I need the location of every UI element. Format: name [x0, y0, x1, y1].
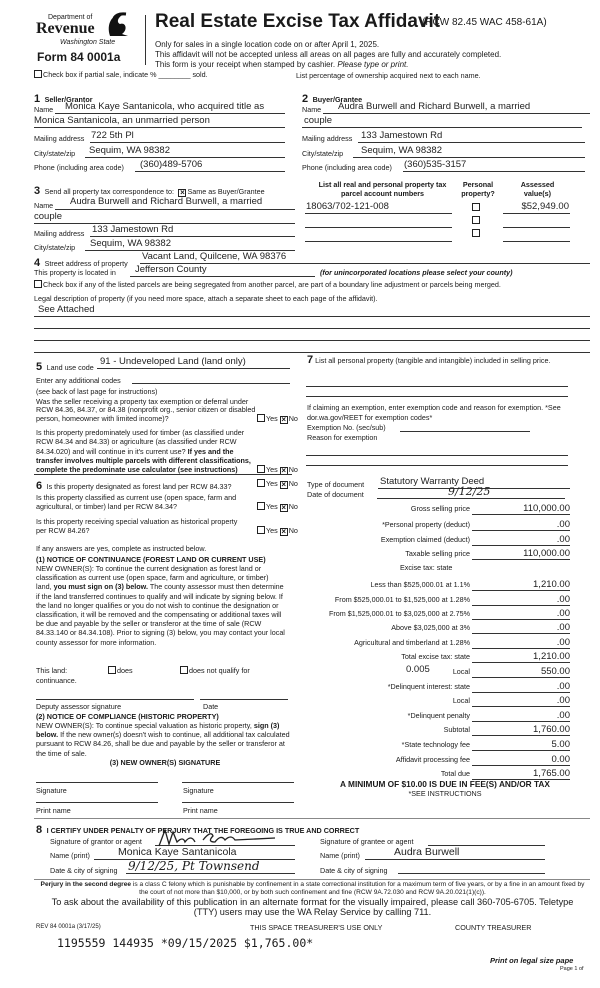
header-divider: [145, 15, 146, 65]
document-date-label: Date of document: [307, 490, 364, 499]
forest-question: 6 Is this property designated as forest land per RCW 84.33?: [36, 480, 232, 492]
agency-logo-text: Revenue: [36, 20, 95, 37]
land-use-label: 5 Land use code: [36, 361, 94, 373]
buyer-city-label: City/state/zip: [302, 149, 344, 158]
exemption-instructions: If claiming an exemption, enter exemption code and reason for exemption. *See dor.wa.gov/REET for exemption codes*: [307, 403, 561, 422]
buyer-address-label: Mailing address: [302, 134, 353, 143]
county-select[interactable]: Jefferson County: [135, 264, 207, 275]
page-number: Page 1 of: [560, 966, 584, 972]
state-label: Washington State: [60, 39, 116, 46]
tax-row-value[interactable]: .00: [472, 682, 570, 693]
treasurer-use-label: THIS SPACE TREASURER'S USE ONLY: [250, 923, 383, 932]
notice-continuance-text: NEW OWNER(S): To continue the current designation as forest land or classification as current use (open space, farm and agriculture, or timber) land, you must sign on (3) below. The county assessor must then determine if the land transferred continues to qualify and will indicate by signing below. If the land no longer qualifies or you do not wish to continue the designation or classification, it will be removed and the compensating or additional taxes will be due and payable by the seller or transferor at the time of sale (RCW 84.33.140 or 84.34.108). Prior to signing (3) below, you may contact your local county assessor for more information.: [36, 564, 285, 647]
partial-sale-row: Check box if partial sale, indicate % ________ sold.: [34, 70, 208, 79]
property-street-label: 4 Street address of property: [34, 257, 128, 269]
tax-row-label: Subtotal: [443, 725, 470, 734]
seller-heading: 1 Seller/Grantor: [34, 93, 93, 105]
new-owner-signature-2[interactable]: Signature: [183, 786, 214, 795]
grantor-signature-label: Signature of grantor or agent: [50, 837, 142, 846]
new-owner-print-name-1[interactable]: Print name: [36, 806, 71, 815]
tax-row-label: Agricultural and timberland at 1.28%: [354, 638, 470, 647]
minimum-due-note: A MINIMUM OF $10.00 IS DUE IN FEE(S) AND/OR TAX: [340, 779, 550, 789]
header-line-3: This form is your receipt when stamped by cashier. Please type or print.: [155, 60, 409, 69]
tax-row-label: Local: [452, 696, 470, 705]
document-type-label: Type of document: [307, 480, 365, 489]
revision-label: REV 84 0001a (3/17/25): [36, 924, 101, 930]
excise-state-heading: Excise tax: state: [400, 563, 453, 572]
grantee-date-label: Date & city of signing: [320, 866, 388, 875]
seller-phone-field[interactable]: (360)489-5706: [140, 159, 203, 170]
buyer-phone-field[interactable]: (360)535-3157: [404, 159, 467, 170]
treasurer-stamp: 1195559 144935 *09/15/2025 $1,765.00*: [57, 936, 314, 950]
buyer-name-field-2[interactable]: couple: [304, 115, 332, 126]
tax-row-value[interactable]: .00: [472, 609, 570, 620]
does-not-option: does not qualify for: [180, 666, 250, 675]
tax-row-label: *State technology fee: [401, 740, 470, 749]
tax-row-label: Affidavit processing fee: [395, 755, 470, 764]
tax-row-value[interactable]: .00: [472, 535, 570, 546]
parcel-header: List all real and personal property tax parcel account numbers: [318, 180, 447, 198]
tax-row-label: *Delinquent interest: state: [387, 682, 470, 691]
tax-row-label: Total excise tax: state: [401, 652, 470, 661]
current-use-question: Is this property classified as current use (open space, farm and agricultural, or timber) land per RCW 84.34?: [36, 493, 237, 512]
corr-city-label: City/state/zip: [34, 243, 76, 252]
tax-row-value[interactable]: 110,000.00: [472, 549, 570, 560]
corr-city-field[interactable]: Sequim, WA 98382: [90, 238, 171, 249]
new-owner-print-name-2[interactable]: Print name: [183, 806, 218, 815]
buyer-address-field[interactable]: 133 Jamestown Rd: [361, 130, 443, 141]
same-as-buyer-checkbox[interactable]: ×: [180, 188, 185, 197]
exemption-question: Was the seller receiving a property tax exemption or deferral under RCW 84.36, 84.37, or 84.38 (nonprofit org., senior citizen or disabled person, homeowner with limited income)?: [36, 397, 256, 423]
tax-row-value[interactable]: 1,765.00: [472, 769, 570, 780]
header-line-2: This affidavit will not be accepted unless all areas on all pages are fully and accurately completed.: [155, 50, 502, 59]
this-land-label: This land:: [36, 666, 68, 675]
tax-row-value[interactable]: .00: [472, 520, 570, 531]
assessed-value-header: Assessed value(s): [520, 180, 555, 198]
historic-no-checkbox[interactable]: ×: [281, 527, 287, 536]
new-owner-signature-title: (3) NEW OWNER(S) SIGNATURE: [109, 758, 221, 767]
buyer-name-field[interactable]: Audra Burwell and Richard Burwell, a married: [338, 101, 531, 112]
assessed-value-field[interactable]: $52,949.00: [521, 201, 569, 212]
corr-address-field[interactable]: 133 Jamestown Rd: [92, 224, 174, 235]
legal-description-field[interactable]: See Attached: [38, 304, 95, 315]
buyer-name-label: Name: [302, 105, 322, 114]
seller-name-field[interactable]: Monica Kaye Santanicola, who acquired title as: [65, 101, 265, 112]
county-note: (for unincorporated locations please select your county): [320, 268, 513, 277]
partial-sale-checkbox[interactable]: [34, 70, 42, 78]
form-number: Form 84 0001a: [37, 50, 121, 64]
seller-address-label: Mailing address: [34, 134, 85, 143]
exemption-answer: Yes × No: [257, 414, 298, 424]
seller-city-field[interactable]: Sequim, WA 98382: [89, 145, 170, 156]
see-instructions-note: *SEE INSTRUCTIONS: [408, 789, 482, 798]
segregation-row: Check box if any of the listed parcels are being segregated from another parcel, are part of a boundary line adjustment or parcels being merged.: [34, 280, 501, 289]
tax-row-label: From $525,000.01 to $1,525,000 at 1.28%: [334, 595, 470, 604]
land-use-code-field[interactable]: 91 - Undeveloped Land (land only): [100, 356, 246, 367]
ownership-note: List percentage of ownership acquired next to each name.: [296, 71, 481, 80]
deputy-date-label: Date: [203, 702, 219, 711]
corr-name-label: Name: [34, 201, 54, 210]
grantor-date-field[interactable]: 9/12/25, Pt Townsend: [128, 859, 260, 873]
dor-logo-icon: [104, 10, 130, 38]
grantor-name-field[interactable]: Monica Kaye Santanicola: [118, 846, 237, 858]
corr-address-label: Mailing address: [34, 229, 85, 238]
tax-row-label: Total due: [440, 769, 470, 778]
current-use-yes-checkbox[interactable]: [257, 502, 265, 510]
tax-row-value[interactable]: 0.00: [472, 755, 570, 766]
new-owner-signature-1[interactable]: Signature: [36, 786, 67, 795]
personal-property-header: Personal property?: [461, 180, 495, 198]
current-use-no-checkbox[interactable]: ×: [281, 503, 287, 512]
property-street-field[interactable]: Vacant Land, Quilcene, WA 98376: [142, 251, 287, 262]
tax-row-value[interactable]: 110,000.00: [472, 504, 570, 515]
historic-yes-checkbox[interactable]: [257, 526, 265, 534]
grantor-signature[interactable]: [155, 826, 295, 848]
local-rate: 0.005: [406, 664, 430, 675]
forest-answer: Yes × No: [257, 479, 298, 489]
tax-row-value[interactable]: 1,210.00: [472, 652, 570, 663]
page-title: Real Estate Excise Tax Affidavit: [155, 11, 441, 32]
tax-row-label: Taxable selling price: [405, 549, 470, 558]
tax-row-value[interactable]: .00: [472, 595, 570, 606]
buyer-city-field[interactable]: Sequim, WA 98382: [361, 145, 442, 156]
tax-row-label: Exemption claimed (deduct): [380, 535, 470, 544]
tax-row-value[interactable]: 1,760.00: [472, 725, 570, 736]
buyer-phone-label: Phone (including area code): [302, 163, 392, 172]
tax-row-value[interactable]: .00: [472, 711, 570, 722]
corr-name-field[interactable]: Audra Burwell and Richard Burwell, a married: [70, 196, 263, 207]
notice-compliance-title: (2) NOTICE OF COMPLIANCE (HISTORIC PROPERTY): [36, 712, 219, 721]
historic-question: Is this property receiving special valuation as historical property per RCW 84.26?: [36, 517, 238, 536]
timber-answer: Yes × No: [257, 465, 298, 475]
exemption-reason-label: Reason for exemption: [307, 433, 378, 442]
personal-property-checkbox-2[interactable]: [472, 216, 480, 224]
document-date-field[interactable]: 9/12/25: [448, 485, 491, 498]
grantee-name-field[interactable]: Audra Burwell: [394, 846, 460, 858]
exemption-no-checkbox[interactable]: ×: [281, 415, 287, 424]
personal-property-checkbox-1[interactable]: [472, 203, 480, 211]
parcel-number-field[interactable]: 18063/702-121-008: [306, 201, 389, 212]
legal-size-note: Print on legal size pape: [490, 956, 574, 965]
grantor-name-label: Name (print): [50, 851, 90, 860]
exemption-number-label: Exemption No. (sec/sub): [307, 423, 386, 432]
seller-phone-label: Phone (including area code): [34, 163, 124, 172]
certification-title: 8 I CERTIFY UNDER PENALTY OF PERJURY THAT THE FOREGOING IS TRUE AND CORRECT: [36, 824, 360, 836]
segregation-checkbox[interactable]: [34, 280, 42, 288]
does-checkbox[interactable]: [108, 666, 116, 674]
location-label: This property is located in: [34, 268, 116, 277]
personal-property-label: 7 List all personal property (tangible and intangible) included in selling price.: [307, 354, 551, 366]
buyer-heading: 2 Buyer/Grantee: [302, 93, 363, 105]
tax-row-value[interactable]: 5.00: [472, 740, 570, 751]
exemption-yes-checkbox[interactable]: [257, 414, 265, 422]
forest-yes-checkbox[interactable]: [257, 479, 265, 487]
tax-row-value[interactable]: .00: [472, 623, 570, 634]
notice-compliance-text: NEW OWNER(S): To continue special valuation as historic property, sign (3) below. If the new owner(s) doesn't wish to continue, all additional tax calculated pursuant to RCW 84.26, shall be due and payable by the seller or transferor at the time of sale.: [36, 721, 290, 758]
continuance-label: continuance.: [36, 676, 77, 685]
timber-question: Is this property predominately used for timber (as classified under RCW 84.34 and 84.33) or agriculture (as classified under RCW 84.34.020) and will continue in it's current use? If yes and the transfer involves multiple parcels with different classifications, complete the predominate use calculator (see instructions): [36, 428, 251, 475]
county-treasurer-label: COUNTY TREASURER: [455, 923, 532, 932]
seller-name-field-2[interactable]: Monica Santanicola, an unmarried person: [34, 115, 210, 126]
tax-row-label: Less than $525,000.01 at 1.1%: [370, 580, 470, 589]
additional-codes-note: (see back of last page for instructions): [36, 387, 158, 396]
tax-row-label: *Personal property (deduct): [382, 520, 470, 529]
accessibility-notice: To ask about the availability of this publication in an alternate format for the visually impaired, please call 360-705-6705. Teletype (TTY) users may use the WA Relay Service by calling 711.: [51, 897, 574, 917]
forest-no-checkbox[interactable]: ×: [281, 480, 287, 489]
does-not-checkbox[interactable]: [180, 666, 188, 674]
grantor-date-label: Date & city of signing: [50, 866, 118, 875]
tax-row-value[interactable]: .00: [472, 638, 570, 649]
yes-instruction: If any answers are yes, complete as instructed below.: [36, 544, 207, 553]
legal-description-label: Legal description of property (if you need more space, attach a separate sheet to each page of the affidavit).: [34, 294, 378, 303]
corr-name-field-2[interactable]: couple: [34, 211, 62, 222]
perjury-notice: Perjury in the second degree is a class C felony which is punishable by confinement in a state correctional institution for a maximum term of five years, or by a fine in an amount fixed by the court of not more than $10,000, or by both such confinement and fine (RCW 9A.72.030 and RCW 9A.20.021(1)(c)).: [40, 881, 585, 896]
dept-label: Department of: [48, 14, 93, 21]
tax-row-label: Above $3,025,000 at 3%: [391, 623, 470, 632]
rcw-reference: (RCW 82.45 WAC 458-61A): [422, 17, 547, 28]
tax-row-label: *Delinquent penalty: [407, 711, 470, 720]
seller-city-label: City/state/zip: [34, 149, 76, 158]
grantee-name-label: Name (print): [320, 851, 360, 860]
deputy-signature-label: Deputy assessor signature: [36, 702, 122, 711]
tax-row-label: From $1,525,000.01 to $3,025,000 at 2.75%: [328, 609, 470, 618]
current-use-answer: Yes × No: [257, 502, 298, 512]
tax-row-value[interactable]: .00: [472, 696, 570, 707]
timber-yes-checkbox[interactable]: [257, 465, 265, 473]
additional-codes-label: Enter any additional codes: [36, 376, 121, 385]
seller-name-label: Name: [34, 105, 54, 114]
tax-row-label: Gross selling price: [410, 504, 470, 513]
document-type-field[interactable]: Statutory Warranty Deed: [380, 476, 485, 487]
seller-address-field[interactable]: 722 5th Pl: [91, 130, 134, 141]
personal-property-checkbox-3[interactable]: [472, 229, 480, 237]
header-line-1: Only for sales in a single location code on or after April 1, 2025.: [155, 40, 380, 49]
does-option: does: [108, 666, 133, 675]
notice-continuance-title: (1) NOTICE OF CONTINUANCE (FOREST LAND OR CURRENT USE): [36, 555, 266, 564]
tax-row-label: Local: [452, 667, 470, 676]
grantee-signature-label: Signature of grantee or agent: [320, 837, 414, 846]
correspondence-heading: 3 Send all property tax correspondence to: × Same as Buyer/Grantee: [34, 185, 265, 197]
timber-no-checkbox[interactable]: ×: [281, 466, 287, 475]
tax-row-value[interactable]: 550.00: [472, 667, 570, 678]
historic-answer: Yes × No: [257, 526, 298, 536]
tax-row-value[interactable]: 1,210.00: [472, 580, 570, 591]
